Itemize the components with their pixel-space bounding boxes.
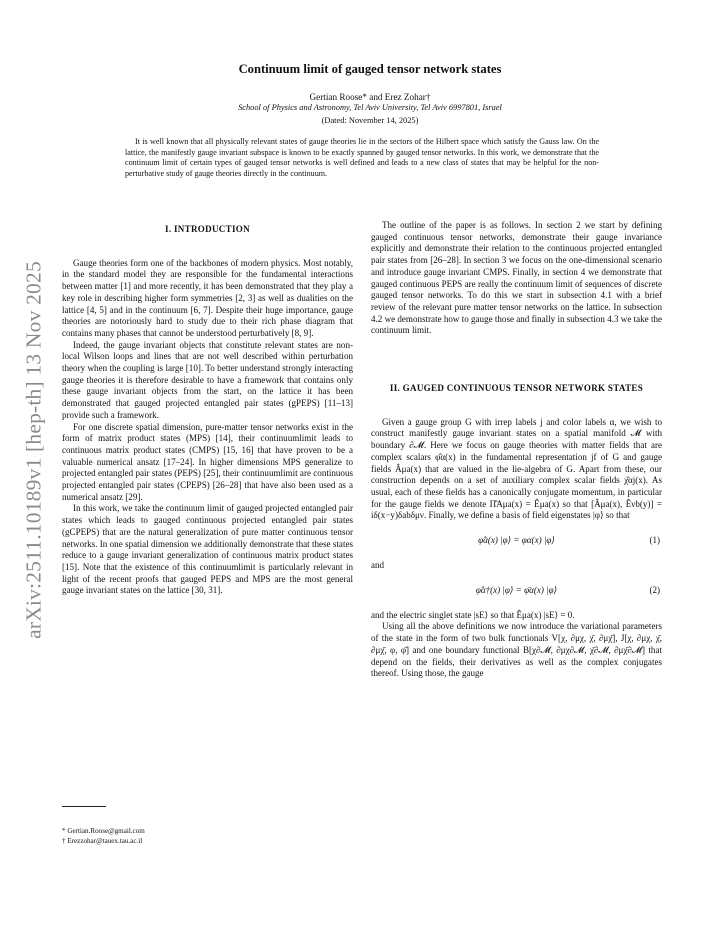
equation-1-number: (1) bbox=[649, 535, 660, 546]
intro-paragraph: For one discrete spatial dimension, pure-matter tensor networks exist in the form of matrix product states (MPS) [14], their continuumlimit leads to continuous matrix product states (CMPS) [15, 16] that have proven to be a valuable numerical ansatz [17–24]. In higher dimensions MPS generalize to projected entangled pair states (PEPS) [25], their continuumlimit are continuous projected entangled pair states (CPEPS) [26–28] that have also been used as a numerical ansatz [29]. bbox=[62, 421, 353, 502]
intro-paragraph: Gauge theories form one of the backbones of modern physics. Most notably, in the standard model they are responsible for the fundamental interactions between matter [1] and more recently, it has been demonstrated that they play a key role in describing higher form symmetries [2, 3] as well as dualities on the lattice [4, 5] and in the continuum [6, 7]. Despite their huge importance, gauge theories are notoriously hard to study due to their rich phase diagram that contains many phases that cannot be understood perturbatively [8, 9]. bbox=[62, 257, 353, 338]
left-column bbox=[62, 220, 353, 597]
intro-paragraph: In this work, we take the continuum limit of gauged projected entangled pair states which leads to gauged continuous projected entangled pair states (gCPEPS) that are the natural generalization of pure matter continuous tensor networks. In one spatial dimension we additionally demonstrate that these states reduce to a gauge invariant generalization of continuous matrix product states [15]. Note that the existence of this continuumlimit is particularly relevant in light of the recent proofs that gauged PEPS and MPS are the most general gauge invariant states on the lattice [30, 31]. bbox=[62, 503, 353, 596]
connector-text: and bbox=[371, 560, 385, 571]
right-column bbox=[371, 220, 662, 680]
intro-paragraph: Indeed, the gauge invariant objects that constitute relevant states are non-local Wilson loops and lines that are not well described within perturbation theory when the coupling is large [10]. To better understand strongly interacting gauge theories it is therefore desirable to have a framework that contains only these gauge invariant objects from the start, on the lattice it has been demonstrated that gauged projected entangled pair states (gPEPS) [11–13] provide such a framework. bbox=[62, 339, 353, 420]
arxiv-identifier-text: arXiv:2511.10189v1 [hep-th] 13 Nov 2025 bbox=[21, 261, 46, 639]
equation-2-number: (2) bbox=[649, 584, 660, 595]
section-heading-introduction: I. INTRODUCTION bbox=[165, 224, 250, 234]
body-paragraph: and the electric singlet state |sE⟩ so that Êμa(x) |sE⟩ = 0. bbox=[371, 609, 575, 620]
equation-1 bbox=[371, 522, 662, 560]
body-paragraph: Given a gauge group G with irrep labels j and color labels α, we wish to construct manifestly gauge invariant states on a spatial manifold 𝓜 with boundary ∂𝓜. Here we focus on gauge theories with matter fields that are complex scalars φ̂α(x) in the fundamental representation jf of G and gauge fields Âμa(x) that are valued in the lie-algebra of G. Apart from these, our construction depends on a set of auxiliary complex scalar fields χ̂αj(x). As usual, each of these fields has a canonically conjugate momentum, in particular for the gauge fields we denote Π̂Aμa(x) = Êμa(x) so that [Âμa(x), Êνb(y)] = iδ(x−y)δabδμν. Finally, we define a basis of field eigenstates |φ⟩ so that bbox=[371, 416, 662, 521]
equation-1-body: φ̂α(x) |φ⟩ = φα(x) |φ⟩ bbox=[478, 535, 555, 546]
arxiv-identifier-stamp bbox=[14, 255, 54, 645]
section-heading-gauged-states: II. GAUGED CONTINUOUS TENSOR NETWORK STATES bbox=[389, 383, 644, 394]
equation-2-body: φ̂α†(x) |φ⟩ = φ̄α(x) |φ⟩ bbox=[475, 584, 558, 595]
outline-paragraph: The outline of the paper is as follows. In section 2 we start by defining gauged continuous tensor networks, demonstrate their gauge invariance explicitly and demonstrate their relation to the continuous projected entangled pair states from [26–28]. In section 3 we focus on the one-dimensional scenario and introduce gauge invariant CMPS. Finally, in section 4 we demonstrate that gauged continuous PEPS are really the continuum limit of sequences of discrete gauged tensor networks. To do this we start in subsection 4.1 with a brief review of the relevant pure matter tensor networks on the lattice. In subsection 4.2 we demonstrate how to gauge those and finally in subsection 4.3 we take the continuum limit. bbox=[371, 220, 662, 336]
paper-title: Continuum limit of gauged tensor network states bbox=[238, 62, 502, 76]
body-paragraph: Using all the above definitions we now introduce the variational parameters of the state in the form of two bulk functionals V[χ, ∂μχ, χ̄, ∂μχ̄], J[χ, ∂μχ, χ̄, ∂μχ̄, φ, φ̄] and one boundary functional B[χ∂𝓜, ∂μχ∂𝓜, χ̄∂𝓜, ∂μχ̄∂𝓜] that depend on the fields, their derivatives as well as the complex conjugates thereof. Using those, the gauge bbox=[371, 621, 662, 679]
abstract: It is well known that all physically relevant states of gauge theories lie in the sectors of the Hilbert space which satisfy the Gauss law. On the lattice, the manifestly gauge invariant subspace is known to be exactly spanned by gauged tensor networks. In this work, we demonstrate that the continuum limit of certain types of gauged tensor networks is well defined and leads to a new class of states that may be helpful for the non-perturbative study of gauge theories directly in the continuum. bbox=[125, 137, 599, 178]
footnote-divider bbox=[62, 806, 106, 807]
footnotes bbox=[62, 826, 145, 847]
affiliation: School of Physics and Astronomy, Tel Aviv University, Tel Aviv 6997801, Israel bbox=[238, 103, 502, 112]
equation-2 bbox=[371, 572, 662, 610]
author-list: Gertian Roose* and Erez Zohar† bbox=[309, 92, 431, 102]
footnote-email: * Gertian.Roose@gmail.com bbox=[62, 827, 145, 835]
footnote-email: † Erezzohar@tauex.tau.ac.il bbox=[62, 837, 143, 846]
date-line: (Dated: November 14, 2025) bbox=[321, 116, 419, 125]
